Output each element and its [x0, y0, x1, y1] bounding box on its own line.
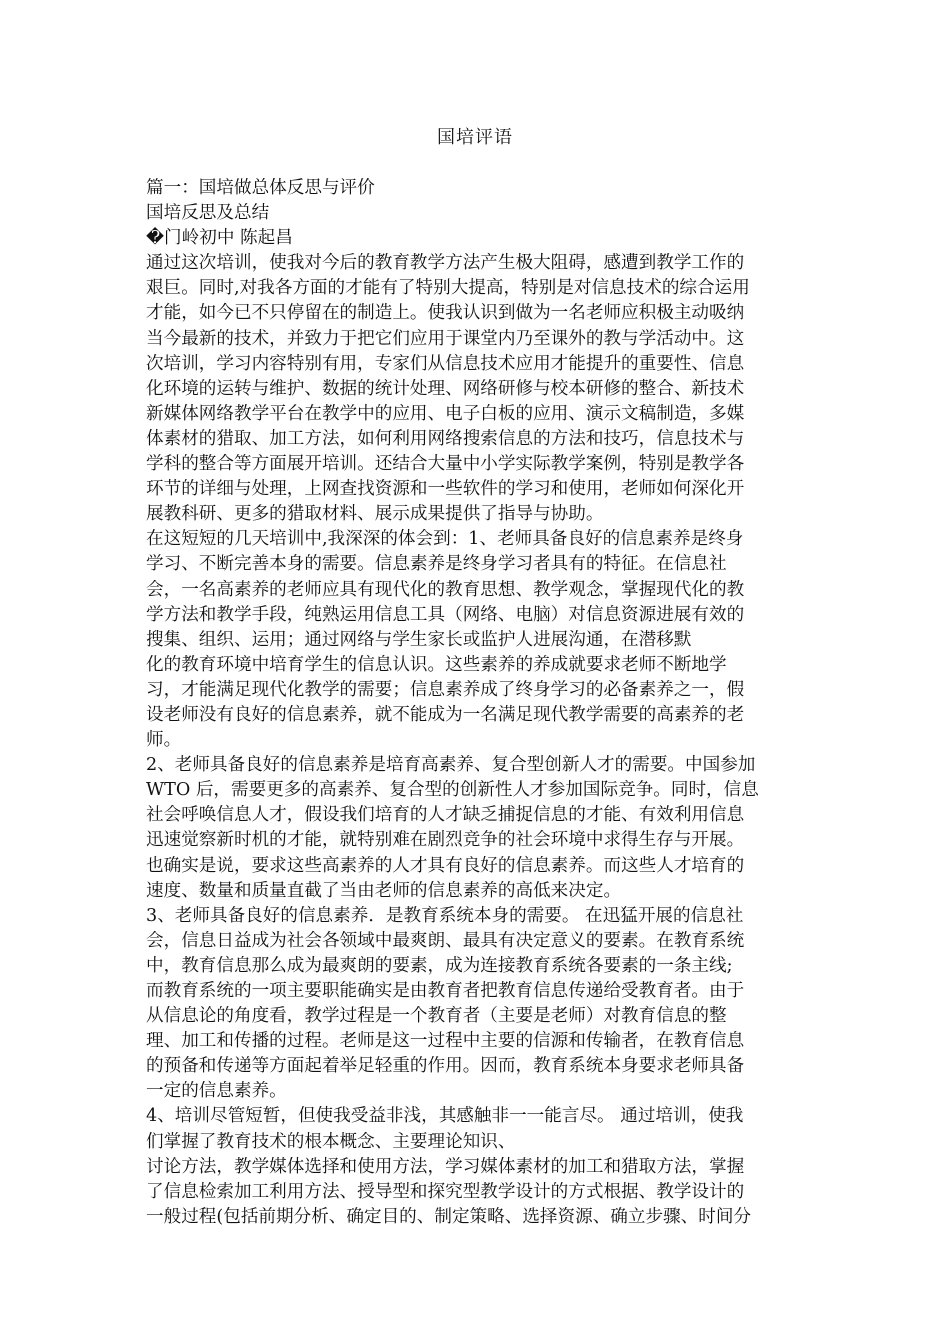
body-line: WTO 后，需要更多的高素养、复合型的创新性人才参加国际竞争。同时，信息	[146, 780, 759, 801]
body-line: 师。	[146, 730, 182, 751]
body-line: 习，才能满足现代化教学的需要；信息素养成了终身学习的必备素养之一，假	[146, 679, 745, 700]
body-line: �门岭初中 陈起昌	[146, 228, 293, 249]
body-line: 国培反思及总结	[146, 203, 270, 224]
body-line: 搜集、组织、运用；通过网络与学生家长或监护人进展沟通，在潜移默	[146, 629, 692, 650]
body-line: 艰巨。同时,对我各方面的才能有了特别大提高，特别是对信息技术的综合运用	[146, 278, 750, 299]
body-line: 次培训，学习内容特别有用，专家们从信息技术应用才能提升的重要性、信息	[146, 353, 745, 374]
body-line: 展教科研、更多的猎取材料、展示成果提供了指导与协助。	[146, 504, 604, 525]
document-title: 国培评语	[437, 127, 513, 148]
body-line: 学方法和教学手段，纯熟运用信息工具（网络、电脑）对信息资源进展有效的	[146, 604, 745, 625]
body-line: 了信息检索加工利用方法、授导型和探究型教学设计的方式根据、教学设计的	[146, 1181, 745, 1202]
body-line: 讨论方法，教学媒体选择和使用方法，学习媒体素材的加工和猎取方法，掌握	[146, 1156, 745, 1177]
body-line: 设老师没有良好的信息素养，就不能成为一名满足现代教学需要的高素养的老	[146, 704, 745, 725]
body-line: 篇一：国培做总体反思与评价	[146, 178, 375, 198]
body-line: 的预备和传递等方面起着举足轻重的作用。因而，教育系统本身要求老师具备	[146, 1056, 745, 1077]
body-line: 4、培训尽管短暂，但使我受益非浅，其感触非一一能言尽。 通过培训，使我	[146, 1106, 744, 1127]
body-line: 化环境的运转与维护、数据的统计处理、网络研修与校本研修的整合、新技术	[146, 378, 745, 399]
body-line: 化的教育环境中培育学生的信息认识。这些素养的养成就要求老师不断地学	[146, 654, 727, 675]
body-line: 而教育系统的一项主要职能确实是由教育者把教育信息传递给受教育者。由于	[146, 981, 745, 1001]
body-line: 在这短短的几天培训中,我深深的体会到：1、老师具备良好的信息素养是终身	[146, 529, 744, 550]
body-line: 理、加工和传播的过程。老师是这一过程中主要的信源和传输者，在教育信息	[146, 1031, 745, 1052]
body-line: 一般过程(包括前期分析、确定目的、制定策略、选择资源、确立步骤、时间分	[146, 1206, 752, 1227]
body-line: 环节的详细与处理，上网查找资源和一些软件的学习和使用，老师如何深化开	[146, 479, 745, 500]
body-line: 体素材的猎取、加工方法，如何利用网络搜索信息的方法和技巧，信息技术与	[146, 428, 745, 449]
body-line: 才能，如今已不只停留在的制造上。使我认识到做为一名老师应积极主动吸纳	[146, 303, 745, 324]
document-body	[146, 176, 811, 1230]
body-line: 们掌握了教育技术的根本概念、主要理论知识、	[146, 1131, 516, 1152]
body-line: 学习、不断完善本身的需要。信息素养是终身学习者具有的特征。在信息社	[146, 554, 727, 575]
body-line: 学科的整合等方面展开培训。还结合大量中小学实际教学案例，特别是教学各	[146, 454, 745, 475]
body-line: 会，信息日益成为社会各领域中最爽朗、最具有决定意义的要素。在教育系统	[146, 930, 745, 951]
body-line: 新媒体网络教学平台在教学中的应用、电子白板的应用、演示文稿制造，多媒	[146, 403, 745, 424]
body-line: 当今最新的技术，并致力于把它们应用于课堂内乃至课外的教与学活动中。这	[146, 328, 745, 349]
body-line: 通过这次培训，使我对今后的教育教学方法产生极大阻碍，感遭到教学工作的	[146, 253, 745, 274]
body-line: 速度、数量和质量直截了当由老师的信息素养的高低来决定。	[146, 880, 622, 901]
body-line: 一定的信息素养。	[146, 1081, 287, 1102]
body-line: 会，一名高素养的老师应具有现代化的教育思想、教学观念，掌握现代化的教	[146, 579, 745, 600]
body-line: 从信息论的角度看，教学过程是一个教育者（主要是老师）对教育信息的整	[146, 1006, 727, 1027]
body-line: 也确实是说，要求这些高素养的人才具有良好的信息素养。而这些人才培育的	[146, 855, 745, 876]
body-line: 中，教育信息那么成为最爽朗的要素，成为连接教育系统各要素的一条主线;	[146, 955, 733, 976]
body-line: 社会呼唤信息人才，假设我们培育的人才缺乏捕捉信息的才能、有效利用信息	[146, 805, 745, 826]
body-line: 3、老师具备良好的信息素养．是教育系统本身的需要。 在迅猛开展的信息社	[146, 905, 744, 926]
body-line: 迅速觉察新时机的才能，就特别难在剧烈竞争的社会环境中求得生存与开展。	[146, 830, 745, 851]
body-line: 2、老师具备良好的信息素养是培育高素养、复合型创新人才的需要。中国参加	[146, 755, 756, 776]
